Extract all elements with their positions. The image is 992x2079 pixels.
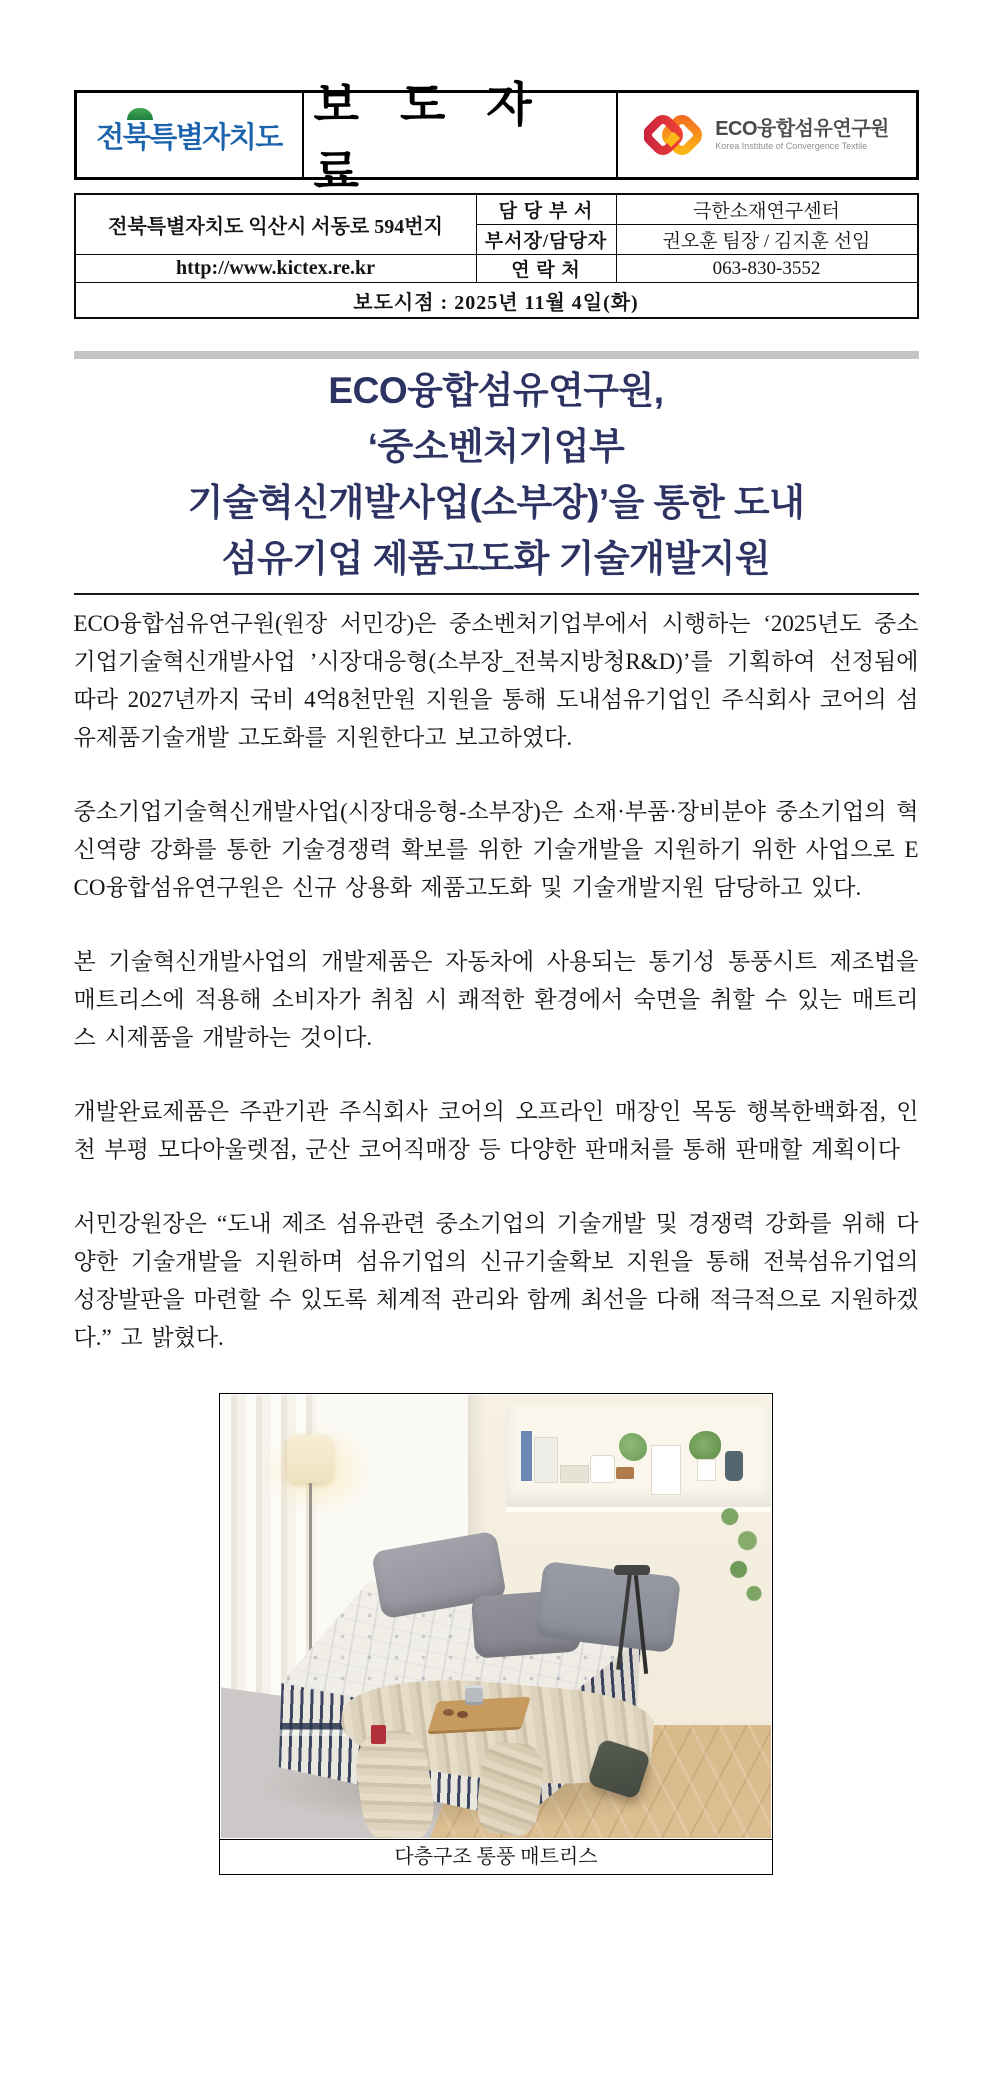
- floor-lamp-shade: [287, 1435, 333, 1483]
- website-cell: http://www.kictex.re.kr: [76, 255, 477, 283]
- press-photo: [221, 1395, 771, 1838]
- shelf-small-frame: [590, 1455, 615, 1483]
- dept-value: 극한소재연구센터: [617, 195, 917, 225]
- shelf-wood-ornament: [616, 1467, 634, 1479]
- photo-caption: 다층구조 통풍 매트리스: [220, 1839, 772, 1874]
- document-page: [74, 0, 919, 1875]
- dept-label: 담 당 부 서: [477, 195, 617, 225]
- shelf-plant: [619, 1433, 647, 1461]
- title-line-3: 기술혁신개발사업(소부장)’을 통한 도내: [187, 482, 805, 523]
- province-logo-text: 전북특별자치도: [96, 121, 282, 154]
- paragraph-2: 중소기업기술혁신개발사업(시장대응형-소부장)은 소재·부품·장비분야 중소기업의 혁신역량 강화를 통한 기술경쟁력 확보를 위한 기술개발을 지원하기 위한 사업으로 ECO융합섬유연구원은 신규 상용화 제품고도화 및 기술개발지원 담당하고 있다.: [73, 799, 919, 900]
- shelf-vase: [725, 1451, 743, 1481]
- snack: [443, 1709, 454, 1716]
- shelf-potted-plant: [689, 1431, 721, 1461]
- contact-label: 연 락 처: [477, 255, 617, 283]
- institute-logo: [618, 93, 916, 177]
- divider-bar: [74, 351, 919, 359]
- title-line-4: 섬유기업 제품고도화 기술개발지원: [221, 538, 771, 579]
- eco-logo-subtitle: Korea Institute of Convergence Textile: [715, 141, 868, 152]
- hanging-vine: [721, 1507, 765, 1603]
- shelf-plant-pot: [697, 1459, 716, 1481]
- manager-label: 부서장/담당자: [477, 225, 617, 255]
- shelf-books-white: [534, 1437, 558, 1483]
- press-header: [74, 78, 919, 198]
- title-rule: [74, 593, 919, 595]
- info-table: [74, 193, 919, 319]
- province-logo: [77, 93, 304, 177]
- release-date-row: 보도시점 : 2025년 11월 4일(화): [353, 291, 639, 314]
- paragraph-4: 개발완료제품은 주관기관 주식회사 코어의 오프라인 매장인 목동 행복한백화점, 인천 부평 모다아울렛점, 군산 코어직매장 등 다양한 판매처를 통해 판매할 계획이다: [73, 1099, 919, 1162]
- article-body: [74, 605, 919, 1357]
- manager-value: 권오훈 팀장 / 김지훈 선임: [617, 225, 917, 255]
- article-title: [74, 363, 919, 587]
- press-release-banner: 보 도 자 료: [304, 93, 618, 177]
- eco-logo-name: ECO융합섬유연구원: [715, 118, 889, 141]
- shelf-picture-frame: [651, 1445, 681, 1495]
- shelf-book-blue: [521, 1431, 532, 1481]
- contact-value: 063-830-3552: [617, 255, 917, 283]
- eco-logo-mark-icon: [644, 107, 706, 163]
- paragraph-5: 서민강원장은 “도내 제조 섬유관련 중소기업의 기술개발 및 경쟁력 강화를 위해 다양한 기술개발을 지원하며 섬유기업의 신규기술확보 지원을 통해 전북섬유기업의 성장발판을 마련할 수 있도록 체계적 관리와 함께 최선을 다해 적극적으로 지원하겠다.” 고 밝혔다.: [73, 1211, 919, 1350]
- title-line-1: ECO융합섬유연구원,: [328, 370, 664, 411]
- photo-frame: [219, 1393, 773, 1875]
- paragraph-1: ECO융합섬유연구원(원장 서민강)은 중소벤처기업부에서 시행하는 ‘2025년도 중소기업기술혁신개발사업 ’시장대응형(소부장_전북지방청R&D)’를 기획하여 선정됨에 따라 2027년까지 국비 4억8천만원 지원을 통해 도내섬유기업인 주식회사 코어의 섬유제품기술개발 고도화를 지원한다고 보고하였다.: [73, 611, 919, 750]
- address-cell: 전북특별자치도 익산시 서동로 594번지: [76, 195, 477, 255]
- mattress-red-label: [371, 1725, 386, 1744]
- stool-seat: [614, 1565, 650, 1575]
- province-logo-arc-icon: [127, 108, 153, 120]
- cup: [465, 1685, 483, 1705]
- shelf-box: [560, 1465, 589, 1483]
- title-line-2: ‘중소벤처기업부: [367, 426, 625, 467]
- paragraph-3: 본 기술혁신개발사업의 개발제품은 자동차에 사용되는 통기성 통풍시트 제조법을 매트리스에 적용해 소비자가 취침 시 쾌적한 환경에서 숙면을 취할 수 있는 매트리스 시제품을 개발하는 것이다.: [73, 949, 919, 1050]
